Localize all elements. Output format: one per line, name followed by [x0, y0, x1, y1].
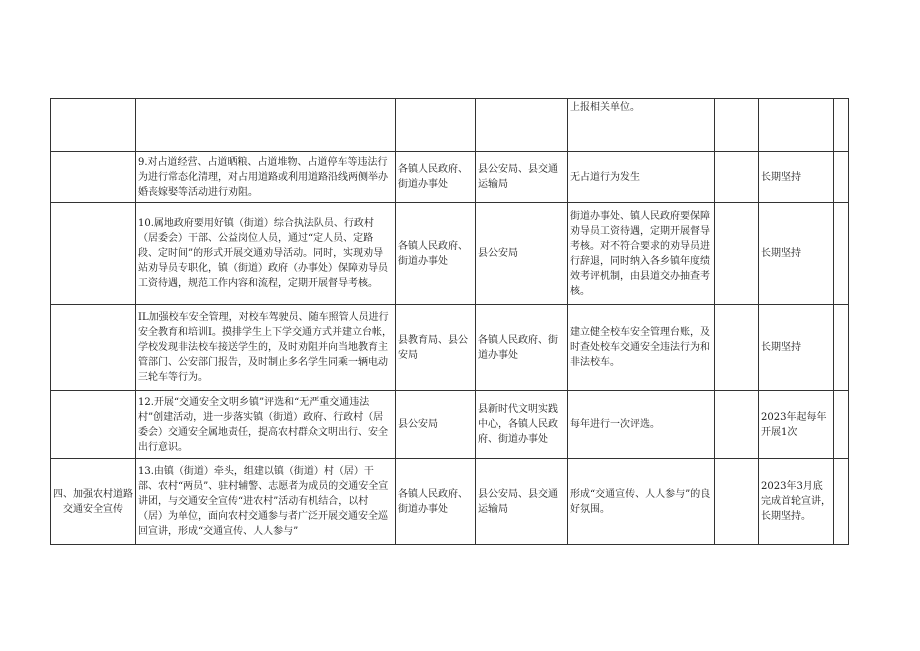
table-row — [51, 459, 849, 545]
measure-cell: 10.属地政府要用好镇（街道）综合执法队员、行政村（居委会）干部、公益岗位人员，通过“定人员、定路段、定时间”的形式开展交通劝导活动。同时，实现劝导站劝导员专职化，镇（街道）政府（办事处）保障劝导员工资待遇，规范工作内容和流程，定期开展督导考核。 — [136, 203, 396, 305]
blank-cell — [715, 99, 759, 152]
coop-unit-cell: 县公安局 — [476, 203, 568, 305]
measure-cell — [136, 99, 396, 152]
category-cell — [51, 152, 136, 203]
coop-unit-cell: 县新时代文明实践中心，各镇人民政府、街道办事处 — [476, 391, 568, 459]
blank-cell — [834, 391, 849, 459]
category-cell: 四、加强农村道路交通安全宣传 — [51, 459, 136, 545]
table-row — [51, 99, 849, 152]
coop-unit-cell: 县公安局、县交通运输局 — [476, 152, 568, 203]
table-row — [51, 152, 849, 203]
deadline-cell: 长期坚持 — [759, 305, 834, 391]
lead-unit-cell: 县公安局 — [396, 391, 476, 459]
table-row — [51, 203, 849, 305]
lead-unit-cell — [396, 99, 476, 152]
lead-unit-cell: 县教育局、县公安局 — [396, 305, 476, 391]
goal-cell: 形成“交通宣传、人人参与”的良好氛围。 — [568, 459, 715, 545]
lead-unit-cell: 各镇人民政府、街道办事处 — [396, 203, 476, 305]
deadline-cell: 2023年3月底完成首轮宣讲，长期坚持。 — [759, 459, 834, 545]
blank-cell — [715, 459, 759, 545]
deadline-cell: 长期坚持 — [759, 203, 834, 305]
category-cell — [51, 305, 136, 391]
deadline-cell: 2023年起每年开展1次 — [759, 391, 834, 459]
category-cell — [51, 391, 136, 459]
goal-cell: 上报相关单位。 — [568, 99, 715, 152]
goal-cell: 建立健全校车安全管理台账，及时查处校车交通安全违法行为和非法校车。 — [568, 305, 715, 391]
table-row — [51, 305, 849, 391]
measure-cell: 9.对占道经营、占道晒粮、占道堆物、占道停车等违法行为进行常态化清理，对占用道路或利用道路沿线两侧举办婚丧嫁娶等活动进行劝阻。 — [136, 152, 396, 203]
measure-cell: 13.由镇（街道）牵头，组建以镇（街道）村（居）干部、农村“两员”、驻村辅警、志愿者为成员的交通安全宣讲团，与交通安全宣传“进农村”活动有机结合，以村（居）为单位，面向农村交通参与者广泛开展交通安全巡回宣讲，形成“交通宣传、人人参与” — [136, 459, 396, 545]
coop-unit-cell: 各镇人民政府、街道办事处 — [476, 305, 568, 391]
document-page — [50, 98, 849, 545]
table-row — [51, 391, 849, 459]
blank-cell — [715, 152, 759, 203]
deadline-cell: 长期坚持 — [759, 152, 834, 203]
goal-cell: 街道办事处、镇人民政府要保障劝导员工资待遇，定期开展督导考核。对不符合要求的劝导员进行辞退，同时纳入各乡镇年度绩效考评机制，由县道交办抽查考核。 — [568, 203, 715, 305]
blank-cell — [834, 459, 849, 545]
blank-cell — [715, 305, 759, 391]
measure-cell: IL加强校车安全管理，对校车驾驶员、随车照管人员进行安全教育和培训I。摸排学生上下学交通方式并建立台帐，学校发现非法校车接送学生的，及时劝阻并向当地教育主管部门、公安部门报告，及时制止多名学生同乘一辆电动三轮车等行为。 — [136, 305, 396, 391]
measure-cell: 12.开展“交通安全文明乡镇”评选和“无严重交通违法村”创建活动，进一步落实镇（街道）政府、行政村（居委会）交通安全属地责任，提高农村群众文明出行、安全出行意识。 — [136, 391, 396, 459]
category-cell — [51, 99, 136, 152]
blank-cell — [834, 305, 849, 391]
blank-cell — [834, 152, 849, 203]
blank-cell — [834, 203, 849, 305]
goal-cell: 每年进行一次评选。 — [568, 391, 715, 459]
goal-cell: 无占道行为发生 — [568, 152, 715, 203]
lead-unit-cell: 各镇人民政府、街道办事处 — [396, 459, 476, 545]
coop-unit-cell: 县公安局、县交通运输局 — [476, 459, 568, 545]
blank-cell — [715, 203, 759, 305]
coop-unit-cell — [476, 99, 568, 152]
blank-cell — [715, 391, 759, 459]
lead-unit-cell: 各镇人民政府、街道办事处 — [396, 152, 476, 203]
deadline-cell — [759, 99, 834, 152]
blank-cell — [834, 99, 849, 152]
category-cell — [51, 203, 136, 305]
task-table — [50, 98, 849, 545]
